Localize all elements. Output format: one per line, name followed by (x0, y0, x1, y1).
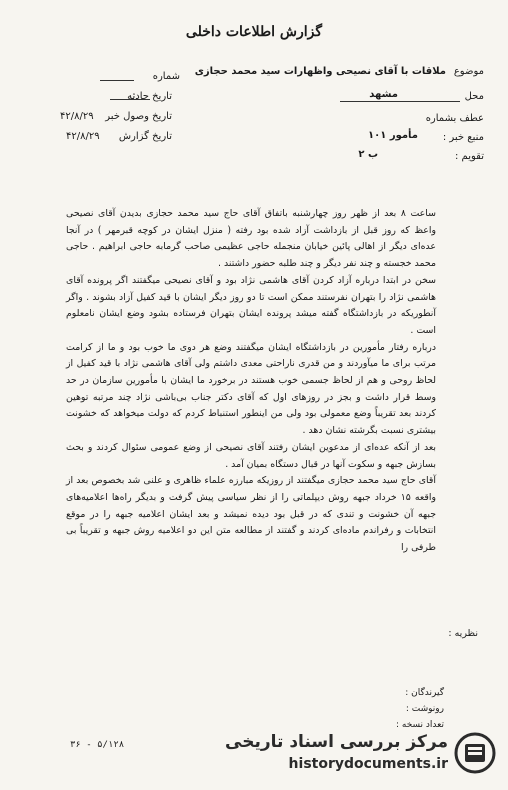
report-title: گزارش اطلاعات داخلی (185, 24, 323, 40)
report-date-value: ۴۲/۸/۲۹ (66, 131, 100, 142)
recipients-label: گیرندگان : (405, 688, 444, 698)
evaluation-value: ب ۲ (358, 149, 378, 160)
received-date-label: تاریخ وصول خبر (105, 111, 172, 122)
copies-count-label: تعداد نسخه : (395, 720, 444, 730)
subject-value: ملاقات با آقای نصیحی واظهارات سید محمد حجازی (194, 66, 446, 77)
body-paragraph: درباره رفتار مأمورین در بازداشتگاه ایشان میگفتند وضع هر دوی ما خوب بود و ما از کرامت مرتب برای ما میآوردند و من قدری ناراحتی معدی داشتم ولی آقای هاشمی نژاد با قید کفیل از لحاظ روحی و هم از لحاظ جسمی خوب هستند در برخورد ما ایشان با مأمورین سازمان در حد وسط قرار داشت و بجز در روزهای اول که آقای دکتر جناب بی‌باشی نژاد چند مرتبه توهین کردند بعد تقریباً وضع معمولی بود ولی من اینطور استنباط کردم که دولت میخواهد که خشونت بیشتری نسبت بگرشته نشان دهد . (66, 341, 436, 437)
number-dash (100, 80, 134, 81)
report-body (66, 206, 436, 557)
reference-label: عطف بشماره (425, 113, 484, 124)
body-paragraph: بعد از آنکه عده‌ای از مدعوین ایشان رفتند آقای نصیحی از وضع عمومی سئوال کردند و بحث بسازش جبهه و سکوت آنها در قبال دستگاه بمیان آمد . (66, 441, 436, 470)
watermark-url: historydocuments.ir (288, 756, 448, 772)
body-paragraph: آقای حاج سید محمد حجازی میگفتند از روزیکه مبارزه علماء ظاهری و علنی شد بخصوص بعد از واقعه ۱۵ خرداد جبهه روش دیپلماتی را از نظر سیاسی پیش گرفت و بدیگر راه‌ها اعلامیه‌های جبهه آن خشونت و تندی که در قبل بود دیده نمیشد و بعد ایشان اعلامیه جبهه را در موقع انتخابات و رفراندم ماده‌ای کردند و گفتند از مطالعه متن این دو اعلامیه روش جبهه و تقریباً بی طرفی را (66, 475, 436, 554)
number-label: شماره (152, 71, 180, 82)
copy-label: رونوشت : (405, 704, 444, 714)
place-underline (340, 101, 460, 102)
report-date-label: تاریخ گزارش (118, 131, 172, 142)
body-paragraph: سخن در ابتدا درباره آزاد کردن آقای هاشمی نژاد بود و آقای نصیحی میگفتند اگر پرونده آقای هاشمی نژاد را بتهران نفرستند ممکن است تا دو روز دیگر ایشان با قید کفیل آزاد بشوند . واگر آنطوریکه در بازداشتگاه گفته میشد پرونده ایشان بتهران فرستاده بشود وضع ایشان نامعلوم است . (66, 274, 436, 336)
subject-label: موضوع (453, 66, 484, 77)
archive-logo-icon (454, 732, 496, 774)
opinion-label: نظریه : (448, 628, 478, 639)
place-label: محل (464, 91, 484, 102)
archive-watermark (225, 730, 500, 780)
body-paragraph: ساعت ۸ بعد از ظهر روز چهارشنبه باتفاق آقای حاج سید محمد حجازی بدیدن آقای نصیحی واعظ که روز قبل از بازداشت آزاد شده بود رفته ( منزل ایشان در کوچه قبرمهر ) در آنجا عده‌ای دیگر از اهالی پائین خیابان منجمله حاجی عظیمی صاحب گرمابه حاجی ابراهیم . حاجی محمد خجسته و چند نفر دیگر و چند طلبه حضور داشتند . (66, 208, 436, 270)
watermark-title: مرکز بررسی اسناد تاریخی (225, 732, 448, 752)
incident-date-label: تاریخ حادثه (127, 91, 172, 102)
document-code: ۳۶ - ۵/۱۲۸ (70, 740, 125, 750)
source-value: مأمور ۱۰۱ (368, 130, 418, 141)
source-label: منبع خبر : (442, 132, 484, 143)
received-date-value: ۴۲/۸/۲۹ (60, 111, 94, 122)
place-value: مشهد (369, 89, 398, 100)
incident-date-dash (110, 99, 150, 100)
evaluation-label: تقویم : (455, 151, 484, 162)
